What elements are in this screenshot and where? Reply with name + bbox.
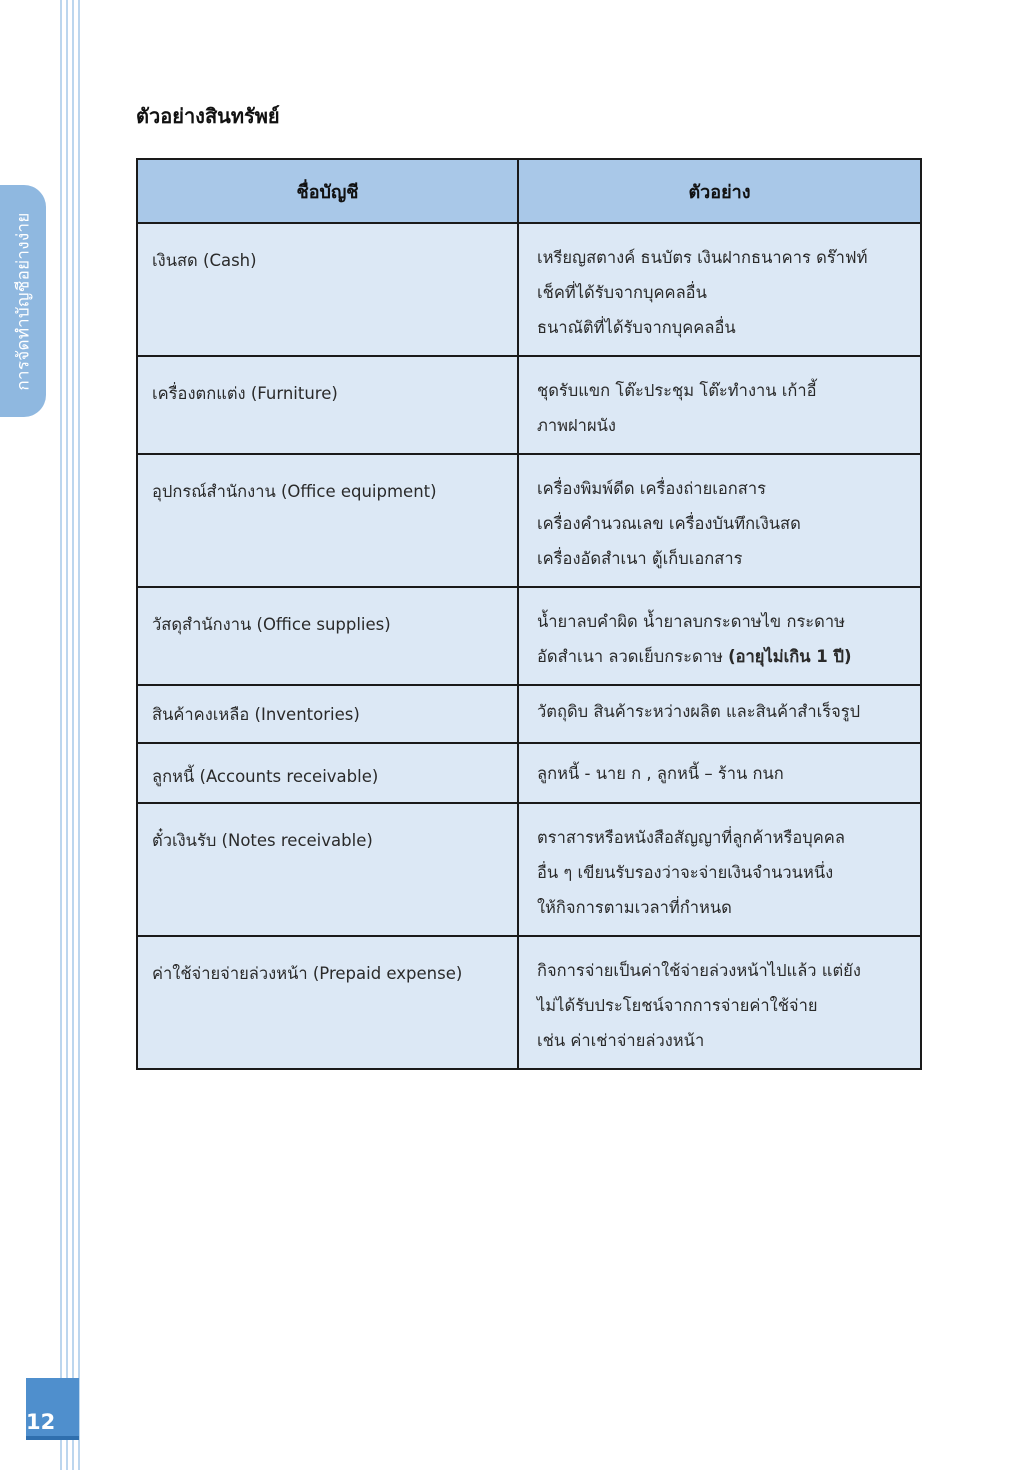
example-line: ให้กิจการตามเวลาที่กำหนด bbox=[537, 898, 732, 917]
lifespan-note: (อายุไม่เกิน 1 ปี) bbox=[728, 647, 852, 666]
table-row bbox=[137, 356, 921, 454]
account-cell: เงินสด (Cash) bbox=[137, 223, 518, 356]
example-line: ตราสารหรือหนังสือสัญญาที่ลูกค้าหรือบุคคล bbox=[537, 828, 845, 847]
example-cell bbox=[518, 936, 921, 1069]
example-cell bbox=[518, 587, 921, 685]
example-line: กิจการจ่ายเป็นค่าใช้จ่ายล่วงหน้าไปแล้ว แต่ยัง bbox=[537, 961, 861, 980]
table-row bbox=[137, 803, 921, 936]
example-line: ธนาณัติที่ได้รับจากบุคคลอื่น bbox=[537, 318, 736, 337]
example-text: อัดสำเนา ลวดเย็บกระดาษ bbox=[537, 647, 723, 666]
margin-line bbox=[72, 0, 74, 1470]
example-line: เครื่องพิมพ์ดีด เครื่องถ่ายเอกสาร bbox=[537, 479, 766, 498]
example-line: ไม่ได้รับประโยชน์จากการจ่ายค่าใช้จ่าย bbox=[537, 996, 818, 1015]
table-header-row bbox=[137, 159, 921, 223]
section-title: ตัวอย่างสินทรัพย์ bbox=[136, 104, 280, 128]
table-row bbox=[137, 223, 921, 356]
header-examples: ตัวอย่าง bbox=[518, 159, 921, 223]
chapter-side-tab bbox=[0, 185, 46, 417]
account-cell: ตั๋วเงินรับ (Notes receivable) bbox=[137, 803, 518, 936]
table-row bbox=[137, 454, 921, 587]
chapter-side-tab-label: การจัดทำบัญชีอย่างง่าย bbox=[13, 211, 34, 391]
example-line: ชุดรับแขก โต๊ะประชุม โต๊ะทำงาน เก้าอี้ bbox=[537, 381, 817, 400]
example-line: ภาพฝาผนัง bbox=[537, 416, 616, 435]
example-cell bbox=[518, 685, 921, 743]
example-line: วัตถุดิบ สินค้าระหว่างผลิต และสินค้าสำเร็จรูป bbox=[537, 702, 861, 721]
example-line: เครื่องคำนวณเลข เครื่องบันทึกเงินสด bbox=[537, 514, 801, 533]
table-row bbox=[137, 685, 921, 743]
assets-example-table bbox=[136, 158, 922, 1070]
example-line: อื่น ๆ เขียนรับรองว่าจะจ่ายเงินจำนวนหนึ่ง bbox=[537, 863, 834, 882]
example-line: น้ำยาลบคำผิด น้ำยาลบกระดาษไข กระดาษ bbox=[537, 612, 846, 631]
account-cell: ค่าใช้จ่ายจ่ายล่วงหน้า (Prepaid expense) bbox=[137, 936, 518, 1069]
table-row bbox=[137, 936, 921, 1069]
page-number: 12 bbox=[26, 1410, 56, 1434]
example-cell bbox=[518, 743, 921, 803]
account-cell: วัสดุสำนักงาน (Office supplies) bbox=[137, 587, 518, 685]
margin-line bbox=[78, 0, 80, 1470]
table-row bbox=[137, 743, 921, 803]
account-cell: เครื่องตกแต่ง (Furniture) bbox=[137, 356, 518, 454]
example-cell bbox=[518, 803, 921, 936]
table-row bbox=[137, 587, 921, 685]
example-line bbox=[537, 639, 904, 674]
page-number-strip bbox=[26, 1436, 79, 1440]
account-cell: สินค้าคงเหลือ (Inventories) bbox=[137, 685, 518, 743]
example-line: เช่น ค่าเช่าจ่ายล่วงหน้า bbox=[537, 1031, 705, 1050]
margin-line bbox=[60, 0, 62, 1470]
account-cell: ลูกหนี้ (Accounts receivable) bbox=[137, 743, 518, 803]
account-cell: อุปกรณ์สำนักงาน (Office equipment) bbox=[137, 454, 518, 587]
example-line: เครื่องอัดสำเนา ตู้เก็บเอกสาร bbox=[537, 549, 743, 568]
example-line: เหรียญสตางค์ ธนบัตร เงินฝากธนาคาร ดร๊าฟท์ bbox=[537, 248, 868, 267]
example-cell bbox=[518, 356, 921, 454]
example-cell bbox=[518, 454, 921, 587]
example-line: เช็คที่ได้รับจากบุคคลอื่น bbox=[537, 283, 707, 302]
example-cell bbox=[518, 223, 921, 356]
header-account-name: ชื่อบัญชี bbox=[137, 159, 518, 223]
margin-line bbox=[66, 0, 68, 1470]
example-line: ลูกหนี้ - นาย ก , ลูกหนี้ – ร้าน กนก bbox=[537, 764, 784, 783]
